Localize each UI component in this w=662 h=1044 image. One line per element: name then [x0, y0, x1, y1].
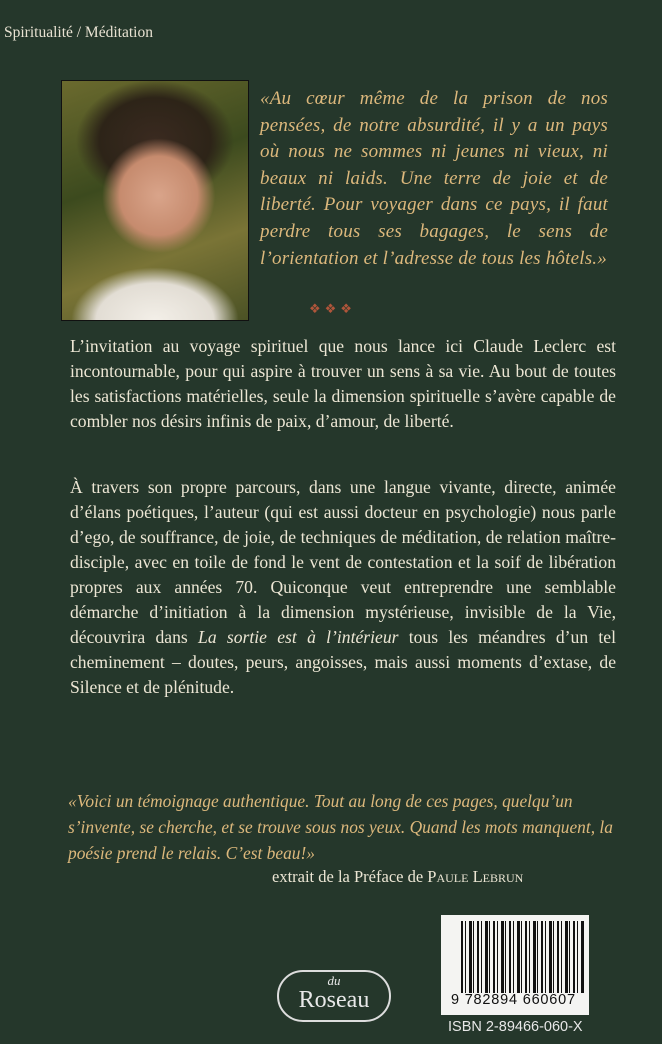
ornament-divider: ❖❖❖ — [309, 301, 356, 316]
logo-name: Roseau — [298, 987, 370, 1013]
description-paragraph-1: L’invitation au voyage spirituel que nous lance ici Claude Leclerc est incontournable, pour qui aspire à trouver un sens à sa vie. Au bout de toutes les satisfactions matérielles, seule la dimension spirituelle s’avère capable de combler nos désirs infinis de paix, d’amour, de liberté. — [70, 336, 616, 431]
author-photo — [61, 80, 249, 321]
paragraph-text: À travers son propre parcours, dans une langue vivante, directe, animée d’élans poétiques, l’auteur (qui est aussi docteur en psychologie) nous parle d’ego, de souffrance, de joie, de techniques de méditation, de relation maître-disciple, avec en toile de fond le vent de contestation et la soif de libération propres aux années 70. Quiconque veut entreprendre une semblable démarche d’initiation à la dimension mystérieuse, invisible de la Vie, découvrira dans — [70, 477, 616, 647]
barcode — [441, 915, 589, 1015]
preface-quote: «Voici un témoignage authentique. Tout au long de ces pages, quelqu’un s’invente, se cherche, et se trouve sous nos yeux. Quand les mots manquent, la poésie prend le relais. C’est beau!» — [68, 791, 613, 863]
author-quote: «Au cœur même de la prison de nos pensées, de notre absurdité, il y a un pays où nous ne sommes ni jeunes ni vieux, ni beaux ni laids. Une terre de joie et de liberté. Pour voyager dans ce pays, il faut perdre tous ses bagages, le sens de l’orientation et l’adresse de tous les hôtels.» — [260, 88, 608, 269]
barcode-bars — [461, 921, 585, 993]
paragraph-text: tous les méandres d’un tel cheminement – doutes, peurs, angoisses, mais aussi moments d’extase, de Silence et de plénitude. — [70, 627, 616, 697]
attribution-prefix: extrait de la Préface de — [272, 867, 428, 886]
barcode-number: 9 782894 660607 — [451, 992, 576, 1008]
book-title: La sortie est à l’intérieur — [198, 627, 399, 647]
preface-attribution — [272, 867, 523, 887]
category-label: Spiritualité / Méditation — [4, 24, 153, 41]
logo-du: du — [327, 973, 341, 988]
attribution-name: Paule Lebrun — [427, 867, 524, 886]
description-paragraph-2 — [70, 475, 616, 700]
isbn-label: ISBN 2-89466-060-X — [448, 1019, 583, 1035]
publisher-logo — [277, 970, 391, 1022]
